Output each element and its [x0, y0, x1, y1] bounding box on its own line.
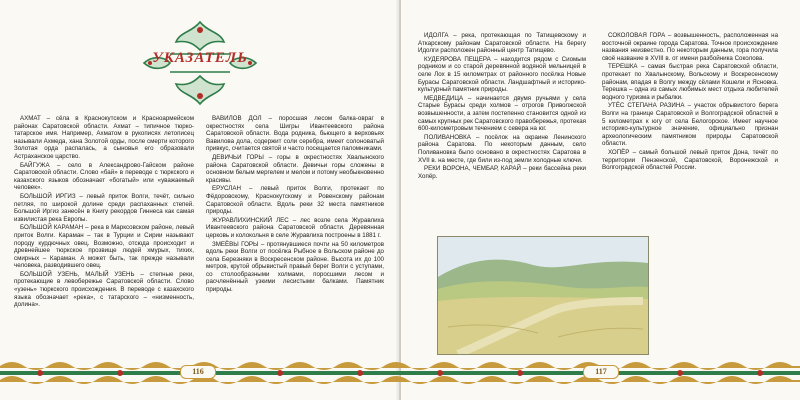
entry-term: БОЛЬШОЙ КАРАМАН: [20, 224, 84, 232]
entry-term: ВАВИЛОВ ДОЛ: [212, 115, 262, 122]
entry-text: – лес возле села Журавлиха Ивантеевского района Саратовской области. Деревянная церковь и колокольня в селе Журавлиха построены в 1881 г.: [206, 216, 384, 239]
entry-term: РЕКИ ВОРОНА, ЧЕМБАР, КАРАЙ: [424, 165, 521, 173]
entry-text: – посёлок на окраине Ленинского района Саратова. По некоторым данным, село Поливановка было основано в окрестностях Саратова в XVII в. на месте, где били из-под земли холодные ключи.: [418, 133, 586, 164]
list-item: [206, 185, 384, 215]
list-item: [14, 162, 194, 192]
entry-term: ЕРУСЛАН: [212, 185, 241, 193]
entry-term: ТЕРЕШКА: [608, 63, 638, 71]
entry-term: КУДЕЯРОВА ПЕЩЕРА: [424, 55, 491, 63]
entry-text: – участок обрывистого берега Волги на границе Саратовской и Волгоградской областей в 5 километрах к югу от села Белогорское. Имеет научное историко-культурное значение, официально признан археологическим памятником природы Саратовской области.: [602, 102, 778, 148]
entry-text: – степные реки, протекающие в левобережье Саратовской области. Слово «узень» тюркского происхождения. В переводе с казахского языка обозначает «река», с татарского – «низменность, долина».: [14, 270, 194, 309]
entry-term: БОЛЬШОЙ УЗЕНЬ, МАЛЫЙ УЗЕНЬ: [20, 270, 135, 278]
entry-term: ЖУРАВЛИХИНСКИЙ ЛЕС: [212, 216, 289, 224]
entry-term: ХОПЁР: [608, 148, 630, 156]
page-title: УКАЗАТЕЛЬ: [152, 50, 248, 66]
entry-text: – левый приток Волги, течёт, сильно петляя, по широкой долине среди распаханных степей. Большой Иргиз занесён в Книгу рекордов Гиннеса как самая извилистая река Европы.: [14, 192, 195, 223]
list-item: [14, 224, 194, 270]
entry-text: – поросшая лесом балка-овраг в окрестностях села Шигры Ивантеевского района Саратовской области. Вода родника, бьющего в верховьях Вавилова дола, содержит соли серебра, имеет солоноватый привкус, считается святой и часто посещается паломниками.: [206, 115, 384, 153]
entry-term: ДЕВИЧЬИ ГОРЫ: [212, 153, 264, 161]
entry-term: АХМАТ: [20, 115, 41, 122]
list-item: [602, 63, 778, 101]
list-item: [206, 154, 384, 184]
entry-term: ЗМЕЁВЫ ГОРЫ: [212, 240, 259, 248]
entry-text: – горы в окрестностях Хвалынского района Саратовской области. Девичьи горы сложены в основном белым мергелем и мелом и потому необыкновенно красивы.: [206, 153, 384, 184]
entry-text: – реки бассейна реки Хопёр.: [418, 165, 586, 180]
entry-term: БАЙГУЖА: [20, 161, 50, 169]
list-item: [602, 149, 778, 172]
entry-term: БОЛЬШОЙ ИРГИЗ: [20, 192, 76, 200]
right-column-1: [418, 32, 586, 181]
entry-term: СОКОЛОВАЯ ГОРА: [608, 32, 666, 39]
list-item: [418, 165, 586, 180]
list-item: [602, 102, 778, 148]
list-item: [206, 115, 384, 153]
entry-text: – самый большой левый приток Дона, течёт по территории Пензенской, Саратовской, Воронежской и Волгоградской областей России.: [602, 148, 778, 172]
list-item: [418, 32, 586, 55]
list-item: [418, 134, 586, 164]
list-item: [14, 271, 194, 309]
entry-text: – находится рядом с Сиомым родником и со старой деревянной водяной мельницей в селе Лох в 15 километрах от районного посёлка Новые Бурасы Саратовской области. Ландшафтный и историко-культурный памятник природы.: [418, 55, 586, 94]
list-item: [14, 193, 194, 223]
entry-term: МЕДВЕДИЦА: [424, 94, 464, 102]
list-item: [206, 217, 384, 240]
entry-text: – начинается двумя ручьями у села Старые Бурасы среди холмов – отрогов Приволжской возвышенности, а затем постепенно становится одной из самых крупных рек Саратовского правобережья, протекая 600-километровым течением с севера на юг.: [418, 94, 587, 133]
entry-term: ИДОЛГА: [424, 32, 449, 39]
page-number: 117: [583, 365, 619, 379]
entry-text: – село в Александрово-Гайском районе Саратовской области. Слово «бай» в переводе с тюркского и казахского языков обозначает «богатый» или «уважаемый человек».: [14, 161, 194, 192]
list-item: [14, 115, 194, 161]
entry-text: – река, протекающая по Татищевскому и Аткарскому районам Саратовской области. На берегу Идолги расположен районный центр Татищево.: [418, 32, 586, 55]
entry-text: – самая быстрая река Саратовской области, протекает по Хвалынскому, Вольскому и Воскресенскому районам, впадая в Волгу между сёлами Кошели и Ясновка. Терешка – одна из самых любимых мест отдыха любителей водного туризма и рыбалки.: [602, 63, 778, 101]
entry-term: УТЁС СТЕПАНА РАЗИНА: [608, 102, 685, 110]
left-column-2: [206, 115, 384, 295]
entry-text: – протянувшиеся почти на 50 километров вдоль реки Волги от посёлка Рыбное в Вольском районе до села Березняки в Воскресенском районе. Высота их до 100 метров, крутой обрывистый правый берег Волги с уступами, со столообразными холмами, поросшими лесом и расчленённый узкими лесистыми балками. Памятник природы.: [206, 240, 384, 294]
right-page: [401, 0, 800, 400]
entry-text: – сёла в Краснокутском и Красноармейском районах Саратовской области. Ахмат – типичное тюрко-татарское имя. Например, Ахматом в рукописях летописец называли Ахмеда, хана Золотой орды, после смерти которого Золотая орда распалась, а сыновья его образовали Астраханское царство.: [14, 115, 194, 160]
entry-text: – левый приток Волги, протекает по Фёдоровскому, Краснокутскому и Ровенскому районам Саратовской области. Вдоль реки 32 места памятников природы.: [206, 185, 384, 216]
list-item: [418, 95, 586, 133]
list-item: [206, 241, 384, 294]
landscape-painting: [437, 236, 649, 355]
list-item: [602, 32, 778, 62]
list-item: [418, 56, 586, 94]
left-page: [0, 0, 399, 400]
footer-ornament-icon: [0, 358, 800, 388]
page-number: 116: [180, 365, 216, 379]
left-column-1: [14, 115, 194, 310]
entry-term: ПОЛИВАНОВКА: [424, 133, 471, 141]
right-column-2: [602, 32, 778, 173]
entry-text: – возвышенность, расположенная на восточной окраине города Саратова. Точное происхождение названия неизвестно. По некоторым данным, гора получила своё название в XVIII в. от имени разбойника Соколова.: [602, 32, 779, 62]
entry-text: – река в Марксовском районе, левый приток Волги. Караман – так в Турции и Сирии называют породу курдючных овец. Возможно, отсюда происходит и древнейшее тюркское прозвище людей хмурых, тихих, смирных – Караман. А может быть, так прежде называли человека, разводившего овец.: [14, 224, 194, 270]
